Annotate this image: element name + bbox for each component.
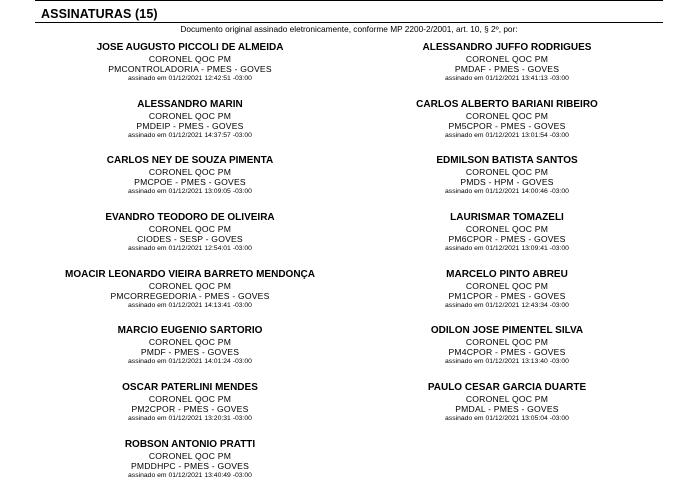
signer-name: JOSE AUGUSTO PICCOLI DE ALMEIDA bbox=[96, 42, 284, 53]
signature-block bbox=[30, 212, 350, 254]
signer-rank: CORONEL QOC PM bbox=[148, 337, 232, 347]
signer-rank: CORONEL QOC PM bbox=[465, 281, 549, 291]
signer-name: MOACIR LEONARDO VIEIRA BARRETO MENDONÇA bbox=[64, 269, 315, 280]
top-divider bbox=[35, 0, 663, 1]
signed-timestamp: assinado em 01/12/2021 12:54:01 -03:00 bbox=[128, 245, 252, 252]
signed-timestamp: assinado em 01/12/2021 13:09:05 -03:00 bbox=[128, 188, 252, 195]
signer-name: LAURISMAR TOMAZELI bbox=[450, 212, 564, 223]
signer-name: ALESSANDRO JUFFO RODRIGUES bbox=[422, 42, 592, 53]
signer-unit: PMCORREGEDORIA - PMES - GOVES bbox=[110, 291, 270, 301]
signer-unit: PM1CPOR - PMES - GOVES bbox=[448, 291, 566, 301]
signer-name: OSCAR PATERLINI MENDES bbox=[122, 382, 258, 393]
signed-timestamp: assinado em 01/12/2021 14:01:24 -03:00 bbox=[128, 358, 252, 365]
signer-rank: CORONEL QOC PM bbox=[148, 281, 232, 291]
signer-unit: PMDS - HPM - GOVES bbox=[460, 177, 554, 187]
signed-timestamp: assinado em 01/12/2021 14:00:46 -03:00 bbox=[445, 188, 569, 195]
signature-block bbox=[347, 155, 667, 197]
signer-unit: PMDAF - PMES - GOVES bbox=[454, 64, 560, 74]
signature-block bbox=[30, 439, 350, 481]
signature-block bbox=[347, 212, 667, 254]
legal-note: Documento original assinado eletronicamente, conforme MP 2200-2/2001, art. 10, § 2º, por: bbox=[180, 24, 518, 34]
signed-timestamp: assinado em 01/12/2021 12:42:51 -03:00 bbox=[128, 75, 252, 82]
signature-block bbox=[347, 382, 667, 424]
signer-name: EDMILSON BATISTA SANTOS bbox=[436, 155, 578, 166]
signature-block bbox=[30, 99, 350, 141]
signed-timestamp: assinado em 01/12/2021 13:01:54 -03:00 bbox=[445, 132, 569, 139]
signature-block bbox=[347, 99, 667, 141]
section-title: ASSINATURAS (15) bbox=[41, 7, 158, 21]
signer-name: EVANDRO TEODORO DE OLIVEIRA bbox=[105, 212, 275, 223]
signer-rank: CORONEL QOC PM bbox=[148, 167, 232, 177]
signer-name: PAULO CESAR GARCIA DUARTE bbox=[427, 382, 587, 393]
signer-name: ALESSANDRO MARIN bbox=[137, 99, 243, 110]
signer-unit: PMDDHPC - PMES - GOVES bbox=[130, 461, 250, 471]
header-underline bbox=[35, 22, 663, 23]
signer-unit: PMDEIP - PMES - GOVES bbox=[136, 121, 244, 131]
signature-block bbox=[30, 155, 350, 197]
signature-block bbox=[30, 325, 350, 367]
signer-rank: CORONEL QOC PM bbox=[465, 394, 549, 404]
signer-unit: PM4CPOR - PMES - GOVES bbox=[448, 347, 566, 357]
signer-rank: CORONEL QOC PM bbox=[148, 394, 232, 404]
signatures-header bbox=[35, 6, 663, 23]
signer-name: MARCELO PINTO ABREU bbox=[446, 269, 568, 280]
signed-timestamp: assinado em 01/12/2021 14:13:41 -03:00 bbox=[128, 302, 252, 309]
signed-timestamp: assinado em 01/12/2021 13:20:31 -03:00 bbox=[128, 415, 252, 422]
signature-block bbox=[30, 382, 350, 424]
signature-block bbox=[347, 325, 667, 367]
signer-unit: PMDAL - PMES - GOVES bbox=[455, 404, 559, 414]
signer-rank: CORONEL QOC PM bbox=[465, 54, 549, 64]
signer-name: CARLOS NEY DE SOUZA PIMENTA bbox=[106, 155, 274, 166]
signer-unit: PM5CPOR - PMES - GOVES bbox=[448, 121, 566, 131]
signer-unit: CIODES - SESP - GOVES bbox=[137, 234, 243, 244]
signer-rank: CORONEL QOC PM bbox=[465, 167, 549, 177]
signed-timestamp: assinado em 01/12/2021 13:41:13 -03:00 bbox=[445, 75, 569, 82]
signed-timestamp: assinado em 01/12/2021 13:05:04 -03:00 bbox=[445, 415, 569, 422]
signer-rank: CORONEL QOC PM bbox=[465, 111, 549, 121]
signature-block bbox=[347, 42, 667, 84]
signer-rank: CORONEL QOC PM bbox=[148, 451, 232, 461]
signer-rank: CORONEL QOC PM bbox=[465, 337, 549, 347]
signer-rank: CORONEL QOC PM bbox=[148, 54, 232, 64]
signed-timestamp: assinado em 01/12/2021 12:43:34 -03:00 bbox=[445, 302, 569, 309]
signer-unit: PMCPOE - PMES - GOVES bbox=[134, 177, 246, 187]
signature-block bbox=[347, 269, 667, 311]
signer-name: MARCIO EUGENIO SARTORIO bbox=[117, 325, 263, 336]
signed-timestamp: assinado em 01/12/2021 13:09:41 -03:00 bbox=[445, 245, 569, 252]
signer-name: ROBSON ANTONIO PRATTI bbox=[124, 439, 256, 450]
signed-timestamp: assinado em 01/12/2021 13:13:40 -03:00 bbox=[445, 358, 569, 365]
signer-rank: CORONEL QOC PM bbox=[148, 111, 232, 121]
signed-timestamp: assinado em 01/12/2021 14:37:57 -03:00 bbox=[128, 132, 252, 139]
signer-unit: PMCONTROLADORIA - PMES - GOVES bbox=[108, 64, 272, 74]
signature-block bbox=[30, 42, 350, 84]
signer-name: ODILON JOSE PIMENTEL SILVA bbox=[430, 325, 584, 336]
signed-timestamp: assinado em 01/12/2021 13:40:49 -03:00 bbox=[128, 472, 252, 479]
signer-unit: PM2CPOR - PMES - GOVES bbox=[131, 404, 249, 414]
signer-rank: CORONEL QOC PM bbox=[148, 224, 232, 234]
signer-unit: PM6CPOR - PMES - GOVES bbox=[448, 234, 566, 244]
signer-rank: CORONEL QOC PM bbox=[465, 224, 549, 234]
signer-name: CARLOS ALBERTO BARIANI RIBEIRO bbox=[416, 99, 598, 110]
signer-unit: PMDF - PMES - GOVES bbox=[140, 347, 240, 357]
signature-block bbox=[30, 269, 350, 311]
